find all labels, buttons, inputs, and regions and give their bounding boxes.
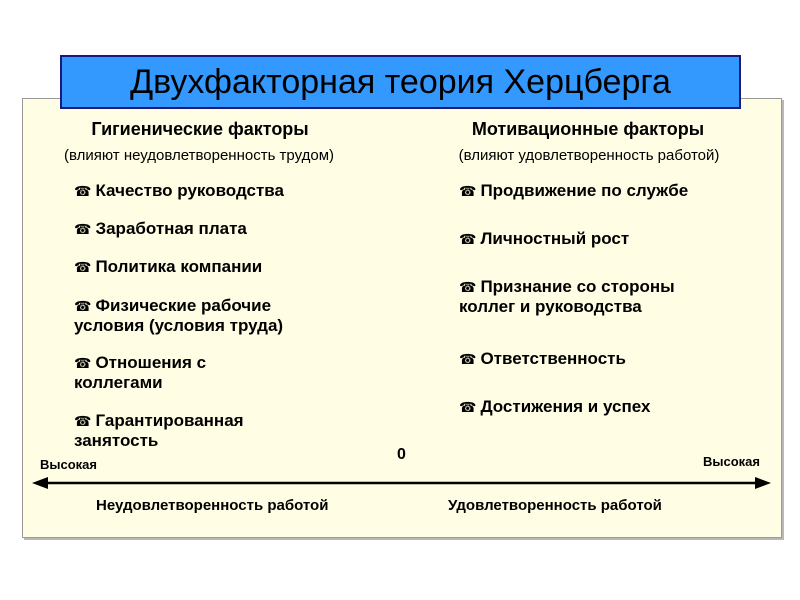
dissatisfaction-caption: Неудовлетворенность работой	[96, 497, 329, 514]
item-label: Личностный рост	[480, 229, 630, 248]
item-label: Политика компании	[95, 257, 263, 276]
telephone-icon: ☎	[459, 183, 477, 199]
item-label: Отношения с	[95, 353, 207, 372]
item-label: Признание со стороны	[480, 277, 675, 296]
telephone-icon: ☎	[459, 231, 477, 247]
item-label: Заработная плата	[95, 219, 247, 238]
page-title: Двухфакторная теория Херцберга	[130, 62, 671, 101]
item-label: Гарантированная	[95, 411, 244, 430]
motivation-factors-subheading: (влияют удовлетворенность работой)	[458, 147, 720, 164]
axis-right-arrow	[755, 477, 771, 489]
item-label-continued: занятость	[74, 431, 159, 450]
telephone-icon: ☎	[74, 259, 92, 275]
hygiene-factors-subheading: (влияют неудовлетворенность трудом)	[63, 147, 334, 164]
item-label: Качество руководства	[95, 181, 284, 200]
axis-left-end-label: Высокая	[40, 457, 97, 472]
item-label-continued: коллегами	[74, 373, 163, 392]
axis-left-arrow	[32, 477, 48, 489]
axis-zero-label: 0	[397, 446, 406, 463]
telephone-icon: ☎	[74, 183, 92, 199]
telephone-icon: ☎	[459, 399, 477, 415]
item-label: Физические рабочие	[95, 296, 272, 315]
telephone-icon: ☎	[459, 351, 477, 367]
satisfaction-caption: Удовлетворенность работой	[448, 497, 662, 514]
telephone-icon: ☎	[459, 279, 477, 295]
item-label: Ответственность	[480, 349, 626, 368]
hygiene-factors-heading: Гигиенические факторы	[91, 119, 309, 139]
item-label: Продвижение по службе	[480, 181, 689, 200]
axis-right-end-label: Высокая	[703, 454, 760, 469]
telephone-icon: ☎	[74, 221, 92, 237]
motivation-factors-heading: Мотивационные факторы	[471, 119, 705, 139]
telephone-icon: ☎	[74, 298, 92, 314]
item-label: Достижения и успех	[480, 397, 651, 416]
telephone-icon: ☎	[74, 413, 92, 429]
item-label-continued: коллег и руководства	[459, 297, 642, 316]
item-label-continued: условия (условия труда)	[74, 316, 284, 335]
telephone-icon: ☎	[74, 355, 92, 371]
